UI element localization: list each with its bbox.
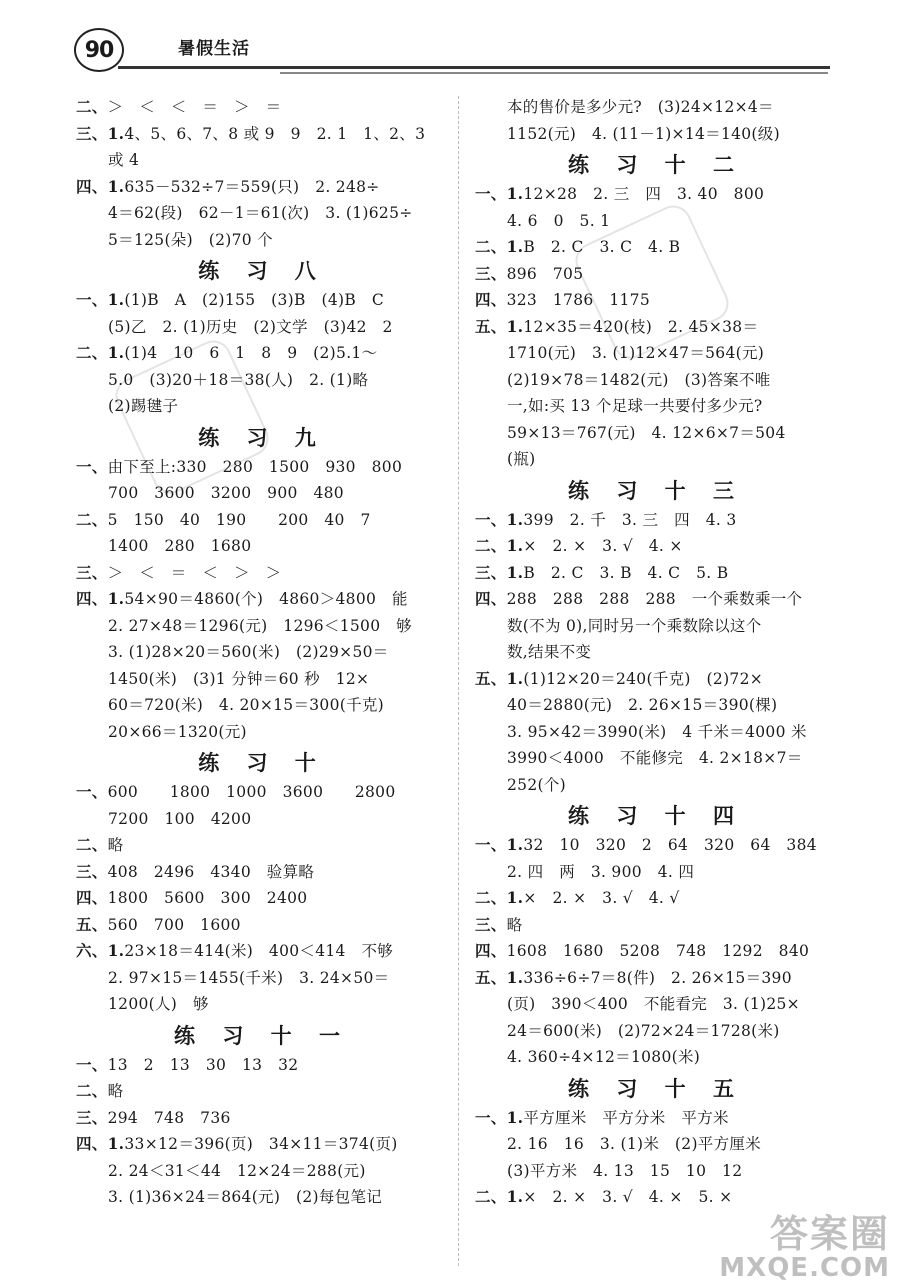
answer-line: [475, 586, 837, 613]
section-heading: 练 习 十 二: [568, 153, 744, 177]
watermark-logo-text: 答案圈: [769, 1211, 890, 1256]
question-number: 五、1.: [475, 316, 524, 336]
answer-line: [475, 446, 837, 473]
answer-text: 3. (1)36×24＝864(元) (2)每包笔记: [108, 1188, 383, 1206]
answer-line: [76, 719, 448, 746]
answer-text: 13 2 13 30 13 32: [107, 1055, 299, 1074]
answer-line: [76, 560, 448, 587]
question-number: 二、: [76, 1081, 108, 1100]
answer-text: 700 3600 3200 900 480: [108, 484, 344, 502]
book-title: 暑假生活: [178, 39, 250, 59]
question-number: 六、1.: [76, 941, 125, 960]
question-number: 二、1.: [475, 536, 524, 555]
section-heading: 练 习 十 五: [568, 1076, 744, 1101]
answer-text: 4＝62(段) 62－1＝61(次) 3. (1)625÷: [108, 204, 413, 222]
answer-text: 4. 6 0 5. 1: [507, 211, 611, 230]
answer-text: 54×90＝4860(个) 4860＞4800 能: [124, 590, 408, 608]
section-heading: 练 习 十 一: [174, 1023, 350, 1048]
question-number: 一、: [76, 456, 108, 476]
answer-text: 略: [506, 915, 523, 934]
answer-text: 1400 280 1680: [108, 537, 252, 555]
page-header: [0, 0, 900, 80]
answer-line: [76, 1131, 448, 1158]
section-heading: 练 习 九: [198, 425, 326, 450]
answer-line: [76, 832, 448, 859]
answer-line: [76, 912, 448, 939]
answer-text: 数(不为 0),同时另一个乘数除以这个: [507, 616, 762, 635]
answer-line: [76, 340, 448, 367]
question-number: 四、: [475, 290, 507, 309]
answer-line: [76, 314, 448, 341]
question-number: 一、: [76, 782, 108, 801]
question-number: 五、1.: [475, 668, 524, 688]
question-number: 一、1.: [475, 509, 524, 529]
answer-text: (1)4 10 6 1 8 9 (2)5.1～: [124, 344, 378, 362]
answer-line: [475, 507, 837, 534]
answer-text: (1)B A (2)155 (3)B (4)B C: [124, 291, 385, 309]
answer-text: 323 1786 1175: [506, 291, 650, 309]
answer-line: [475, 340, 837, 367]
answer-text: 408 2496 4340 验算略: [107, 862, 315, 881]
question-number: 四、1.: [76, 1134, 125, 1153]
answer-line: [475, 666, 837, 693]
answer-line: [76, 121, 448, 148]
answer-text: 12×28 2. 三 四 3. 40 800: [523, 185, 765, 203]
answer-text: 32 10 320 2 64 320 64 384: [523, 836, 817, 854]
question-number: 四、: [76, 888, 108, 907]
answer-text: 4. 360÷4×12＝1080(米): [507, 1048, 701, 1066]
answer-line: [475, 1105, 837, 1132]
answer-line: [475, 1044, 837, 1071]
answer-line: [475, 367, 837, 394]
answer-text: 23×18＝414(米) 400＜414 不够: [124, 942, 394, 960]
answer-line: [475, 560, 837, 587]
answer-text: 5＝125(朵) (2)70 个: [108, 230, 273, 249]
answer-text: 33×12＝396(页) 34×11＝374(页): [124, 1135, 398, 1153]
answer-text: 20×66＝1320(元): [108, 722, 247, 741]
answer-line: [76, 991, 448, 1018]
answer-line: [76, 666, 448, 693]
question-number: 一、1.: [475, 835, 524, 854]
answer-text: 1608 1680 5208 748 1292 840: [506, 942, 810, 960]
answer-line: [475, 234, 837, 261]
watermark: [719, 1211, 890, 1283]
answer-text: (5)乙 2. (1)历史 (2)文学 (3)42 2: [108, 317, 393, 336]
answer-text: 896 705: [506, 264, 584, 283]
left-column: [76, 94, 448, 1211]
header-rule-secondary: [280, 72, 828, 74]
answer-line: [76, 287, 448, 314]
answer-text: ＞ ＜ ＝ ＜ ＞ ＞: [107, 563, 282, 582]
answer-text: × 2. × 3. √ 4. √: [523, 889, 680, 907]
answer-text: 5 150 40 190 200 40 7: [107, 510, 371, 529]
question-number: 四、: [475, 589, 507, 608]
answer-text: (3)平方米 4. 13 15 10 12: [507, 1161, 743, 1180]
question-number: 三、: [475, 914, 507, 934]
answer-line: [76, 174, 448, 201]
answer-line: [475, 745, 837, 772]
question-number: 一、: [76, 1054, 108, 1074]
answer-line: [76, 1052, 448, 1079]
question-number: 二、1.: [475, 1187, 524, 1206]
answer-text: 288 288 288 288 一个乘数乘一个: [506, 590, 803, 608]
answer-text: 1200(人) 够: [108, 995, 209, 1013]
column-divider: [458, 96, 459, 1266]
answer-line: [475, 613, 837, 640]
answer-line: [475, 832, 837, 859]
answer-line: [76, 1184, 448, 1211]
answer-line: [475, 885, 837, 912]
answer-line: [475, 991, 837, 1018]
answer-text: 2. 16 16 3. (1)米 (2)平方厘米: [507, 1135, 761, 1153]
answer-line: [76, 507, 448, 534]
answer-text: 由下至上:330 280 1500 930 800: [107, 457, 403, 476]
answer-text: 平方厘米 平方分米 平方米: [523, 1108, 729, 1127]
question-number: 一、1.: [475, 184, 524, 203]
answer-text: 3. 95×42＝3990(米) 4 千米＝4000 米: [507, 722, 807, 741]
answer-text: 3. (1)28×20＝560(米) (2)29×50＝: [108, 643, 389, 661]
answer-text: B 2. C 3. C 4. B: [523, 238, 681, 256]
answer-line: [76, 480, 448, 507]
watermark-domain: MXQE.COM: [719, 1252, 890, 1283]
section-heading: 练 习 十: [198, 751, 326, 775]
question-number: 三、: [475, 263, 507, 283]
answer-line: [76, 965, 448, 992]
answer-line: [475, 1018, 837, 1045]
answer-line: [475, 639, 837, 666]
answer-line: [76, 1078, 448, 1105]
answer-line: [76, 859, 448, 886]
answer-text: 294 748 736: [107, 1108, 231, 1127]
answer-line: [475, 420, 837, 447]
answer-line: [475, 287, 837, 314]
answer-line: [76, 94, 448, 121]
answer-line: [475, 772, 837, 799]
section-heading: 练 习 八: [198, 259, 326, 283]
question-number: 四、1.: [76, 176, 125, 196]
question-number: 二、: [76, 835, 108, 854]
answer-line: [76, 639, 448, 666]
answer-text: 336÷6÷7＝8(件) 2. 26×15＝390: [523, 968, 792, 987]
answer-line: [76, 1105, 448, 1132]
question-number: 二、: [76, 509, 108, 529]
answer-line: [475, 719, 837, 746]
answer-text: 24＝600(米) (2)72×24＝1728(米): [507, 1021, 780, 1040]
answer-text: 2. 97×15＝1455(千米) 3. 24×50＝: [108, 968, 390, 987]
answer-text: 12×35＝420(枝) 2. 45×38＝: [523, 317, 759, 336]
answer-line: [475, 393, 837, 420]
page-number: 90: [74, 28, 124, 72]
answer-line: [475, 94, 837, 121]
answer-text: 本的售价是多少元? (3)24×12×4＝: [507, 98, 774, 116]
answer-line: [76, 938, 448, 965]
question-number: 四、1.: [76, 589, 125, 608]
answer-line: [475, 965, 837, 992]
question-number: 三、1.: [76, 123, 125, 143]
answer-text: (2)19×78＝1482(元) (3)答案不唯: [507, 370, 771, 389]
answer-line: [76, 393, 448, 420]
answer-text: × 2. × 3. √ 4. × 5. ×: [523, 1188, 733, 1206]
answer-line: [76, 586, 448, 613]
answer-text: B 2. C 3. B 4. C 5. B: [523, 563, 729, 582]
answer-text: 数,结果不变: [507, 643, 592, 661]
answer-text: 399 2. 千 3. 三 四 4. 3: [523, 510, 737, 529]
answer-line: [475, 938, 837, 965]
answer-text: 1800 5600 300 2400: [107, 889, 308, 907]
answer-text: (瓶): [507, 450, 536, 468]
answer-text: 560 700 1600: [107, 915, 241, 934]
answer-line: [76, 806, 448, 833]
question-number: 一、1.: [76, 290, 125, 309]
question-number: 二、1.: [475, 237, 524, 256]
answer-text: 635－532÷7＝559(只) 2. 248÷: [124, 177, 380, 196]
answer-text: 7200 100 4200: [108, 809, 252, 828]
answer-text: 59×13＝767(元) 4. 12×6×7＝504: [507, 423, 786, 442]
answer-text: 252(个): [507, 775, 566, 794]
answer-line: [475, 912, 837, 939]
answer-line: [475, 208, 837, 235]
answer-text: 40＝2880(元) 2. 26×15＝390(棵): [507, 696, 778, 714]
answer-line: [475, 181, 837, 208]
answer-line: [76, 200, 448, 227]
question-number: 三、: [76, 1107, 108, 1127]
section-heading: 练 习 十 三: [568, 478, 744, 503]
question-number: 五、1.: [475, 967, 524, 987]
answer-line: [76, 227, 448, 254]
answer-line: [76, 367, 448, 394]
answer-line: [76, 613, 448, 640]
answer-text: ＞ ＜ ＜ ＝ ＞ ＝: [107, 98, 282, 116]
answer-line: [475, 314, 837, 341]
answer-text: 1710(元) 3. (1)12×47＝564(元): [507, 344, 765, 362]
answer-text: 1152(元) 4. (11－1)×14＝140(级): [507, 124, 780, 143]
answer-text: 3990＜4000 不能修完 4. 2×18×7＝: [507, 749, 803, 767]
header-rule: [118, 66, 830, 69]
question-number: 一、1.: [475, 1107, 524, 1127]
answer-line: [475, 121, 837, 148]
answer-line: [76, 454, 448, 481]
answer-line: [76, 779, 448, 806]
answer-line: [76, 692, 448, 719]
question-number: 二、1.: [76, 343, 125, 362]
answer-line: [475, 692, 837, 719]
answer-text: 一,如:买 13 个足球一共要付多少元?: [507, 397, 763, 415]
answer-line: [76, 1158, 448, 1185]
answer-text: 1450(米) (3)1 分钟＝60 秒 12×: [108, 669, 370, 688]
answer-text: 5.0 (3)20＋18＝38(人) 2. (1)略: [108, 370, 369, 389]
answer-text: 60＝720(米) 4. 20×15＝300(千克): [108, 696, 385, 714]
answer-text: × 2. × 3. √ 4. ×: [523, 537, 683, 555]
answer-text: (1)12×20＝240(千克) (2)72×: [523, 669, 764, 688]
answer-text: 略: [107, 836, 124, 854]
answer-line: [475, 533, 837, 560]
answer-line: [76, 885, 448, 912]
question-number: 二、: [76, 97, 108, 116]
answer-text: 略: [107, 1082, 124, 1100]
answer-text: 或 4: [108, 151, 140, 169]
answer-text: 2. 24＜31＜44 12×24＝288(元): [108, 1161, 366, 1180]
question-number: 三、: [76, 861, 108, 881]
question-number: 三、: [76, 562, 108, 582]
question-number: 二、1.: [475, 888, 524, 907]
section-heading: 练 习 十 四: [568, 804, 744, 828]
answer-line: [475, 261, 837, 288]
answer-line: [475, 1184, 837, 1211]
question-number: 四、: [475, 941, 507, 960]
answer-text: (页) 390＜400 不能看完 3. (1)25×: [507, 995, 800, 1013]
question-number: 三、1.: [475, 562, 524, 582]
answer-line: [76, 147, 448, 174]
answer-line: [475, 1131, 837, 1158]
answer-text: 2. 四 两 3. 900 4. 四: [507, 862, 695, 881]
answer-text: 4、5、6、7、8 或 9 9 2. 1 1、2、3: [124, 124, 426, 143]
answer-text: 2. 27×48＝1296(元) 1296＜1500 够: [108, 616, 412, 635]
answer-text: (2)踢毽子: [108, 397, 179, 415]
answer-line: [475, 859, 837, 886]
right-column: [475, 94, 837, 1211]
answer-line: [76, 533, 448, 560]
question-number: 五、: [76, 914, 108, 934]
answer-line: [475, 1158, 837, 1185]
answer-text: 600 1800 1000 3600 2800: [107, 783, 396, 801]
